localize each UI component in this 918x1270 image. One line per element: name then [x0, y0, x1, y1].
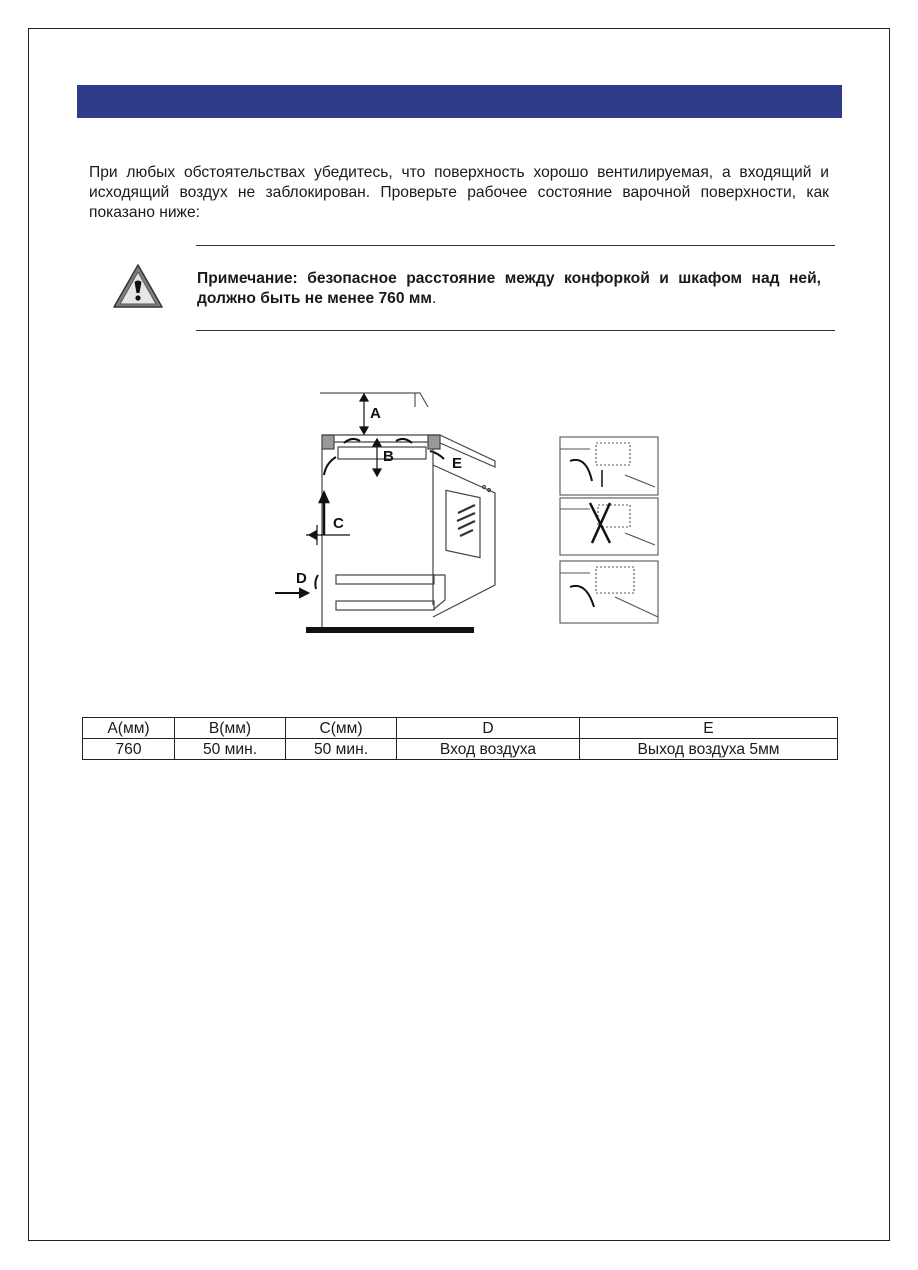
intro-paragraph: При любых обстоятельствах убедитесь, что поверхность хорошо вентилируемая, а входящий и исходящий воздух не заблокирован. Проверьте рабочее состояние варочной поверхности, как показано ниже: — [89, 164, 829, 221]
rising-air-arrow — [320, 493, 328, 535]
header-e: E — [580, 718, 838, 739]
floor-line — [306, 627, 474, 633]
label-c: C — [333, 515, 344, 532]
table-row — [83, 739, 838, 760]
header-c: C(мм) — [286, 718, 397, 739]
value-e: Выход воздуха 5мм — [580, 739, 838, 760]
safety-note — [197, 269, 821, 309]
note-top-rule — [196, 245, 835, 246]
clearance-table — [82, 717, 838, 760]
warning-icon — [112, 262, 164, 310]
header-d: D — [397, 718, 580, 739]
label-e: E — [452, 455, 463, 472]
safety-note-text: Примечание: безопасное расстояние между конфоркой и шкафом над ней, должно быть не менее 760 мм — [197, 270, 821, 307]
note-bottom-rule — [196, 330, 835, 331]
label-a: A — [370, 405, 381, 422]
install-panel-correct-2 — [560, 561, 658, 623]
install-panel-correct-1 — [560, 437, 658, 495]
oven-glass-hatch — [457, 505, 475, 536]
cabinet-body — [322, 449, 495, 627]
value-a: 760 — [83, 739, 175, 760]
value-d: Вход воздуха — [397, 739, 580, 760]
section-title-bar — [77, 85, 842, 118]
value-b: 50 мин. — [175, 739, 286, 760]
install-panel-wrong — [560, 498, 658, 555]
label-b: B — [383, 448, 394, 465]
safety-note-period: . — [431, 290, 437, 307]
header-b: B(мм) — [175, 718, 286, 739]
table-header-row — [83, 718, 838, 739]
value-c: 50 мин. — [286, 739, 397, 760]
header-a: A(мм) — [83, 718, 175, 739]
dimension-a-arrow — [360, 394, 368, 434]
label-d: D — [296, 570, 307, 587]
ventilation-diagram — [270, 385, 665, 640]
